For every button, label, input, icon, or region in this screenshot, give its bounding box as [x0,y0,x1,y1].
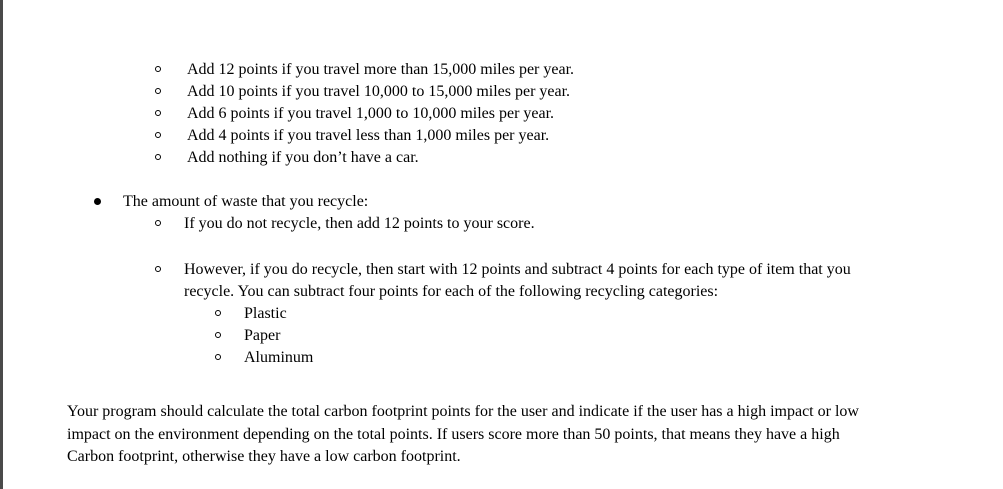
filled-bullet-icon [94,198,101,205]
recycle-category: Plastic [244,305,287,322]
list-item-continuation: recycle. You can subtract four points for each of the following recycling categories: [184,283,719,300]
hollow-bullet-icon [155,132,161,138]
list-item: However, if you do recycle, then start with 12 points and subtract 4 points for each type of item that you [184,261,851,278]
paragraph-line: Carbon footprint, otherwise they have a low carbon footprint. [67,448,461,465]
hollow-bullet-icon [155,220,161,226]
hollow-bullet-icon [215,310,221,316]
hollow-bullet-icon [155,66,161,72]
hollow-bullet-icon [215,354,221,360]
hollow-bullet-icon [155,266,161,272]
paragraph-line: Your program should calculate the total carbon footprint points for the user and indicate if the user has a high impact or low [67,403,859,420]
list-item: Add 4 points if you travel less than 1,000 miles per year. [187,127,550,144]
hollow-bullet-icon [155,154,161,160]
summary-paragraph [67,401,947,469]
recycle-heading: The amount of waste that you recycle: [123,193,369,210]
hollow-bullet-icon [215,332,221,338]
hollow-bullet-icon [155,88,161,94]
paragraph-line: impact on the environment depending on the total points. If users score more than 50 points, that means they have a high [67,425,840,443]
list-item: Add 12 points if you travel more than 15,000 miles per year. [187,61,575,78]
recycle-category: Paper [244,327,281,344]
list-item: If you do not recycle, then add 12 points to your score. [184,215,535,232]
list-item: Add nothing if you don’t have a car. [187,149,419,166]
document-page [3,0,1003,489]
recycle-category: Aluminum [244,349,314,366]
hollow-bullet-icon [155,110,161,116]
list-item: Add 10 points if you travel 10,000 to 15,000 miles per year. [187,83,571,100]
list-item: Add 6 points if you travel 1,000 to 10,000 miles per year. [187,105,555,122]
